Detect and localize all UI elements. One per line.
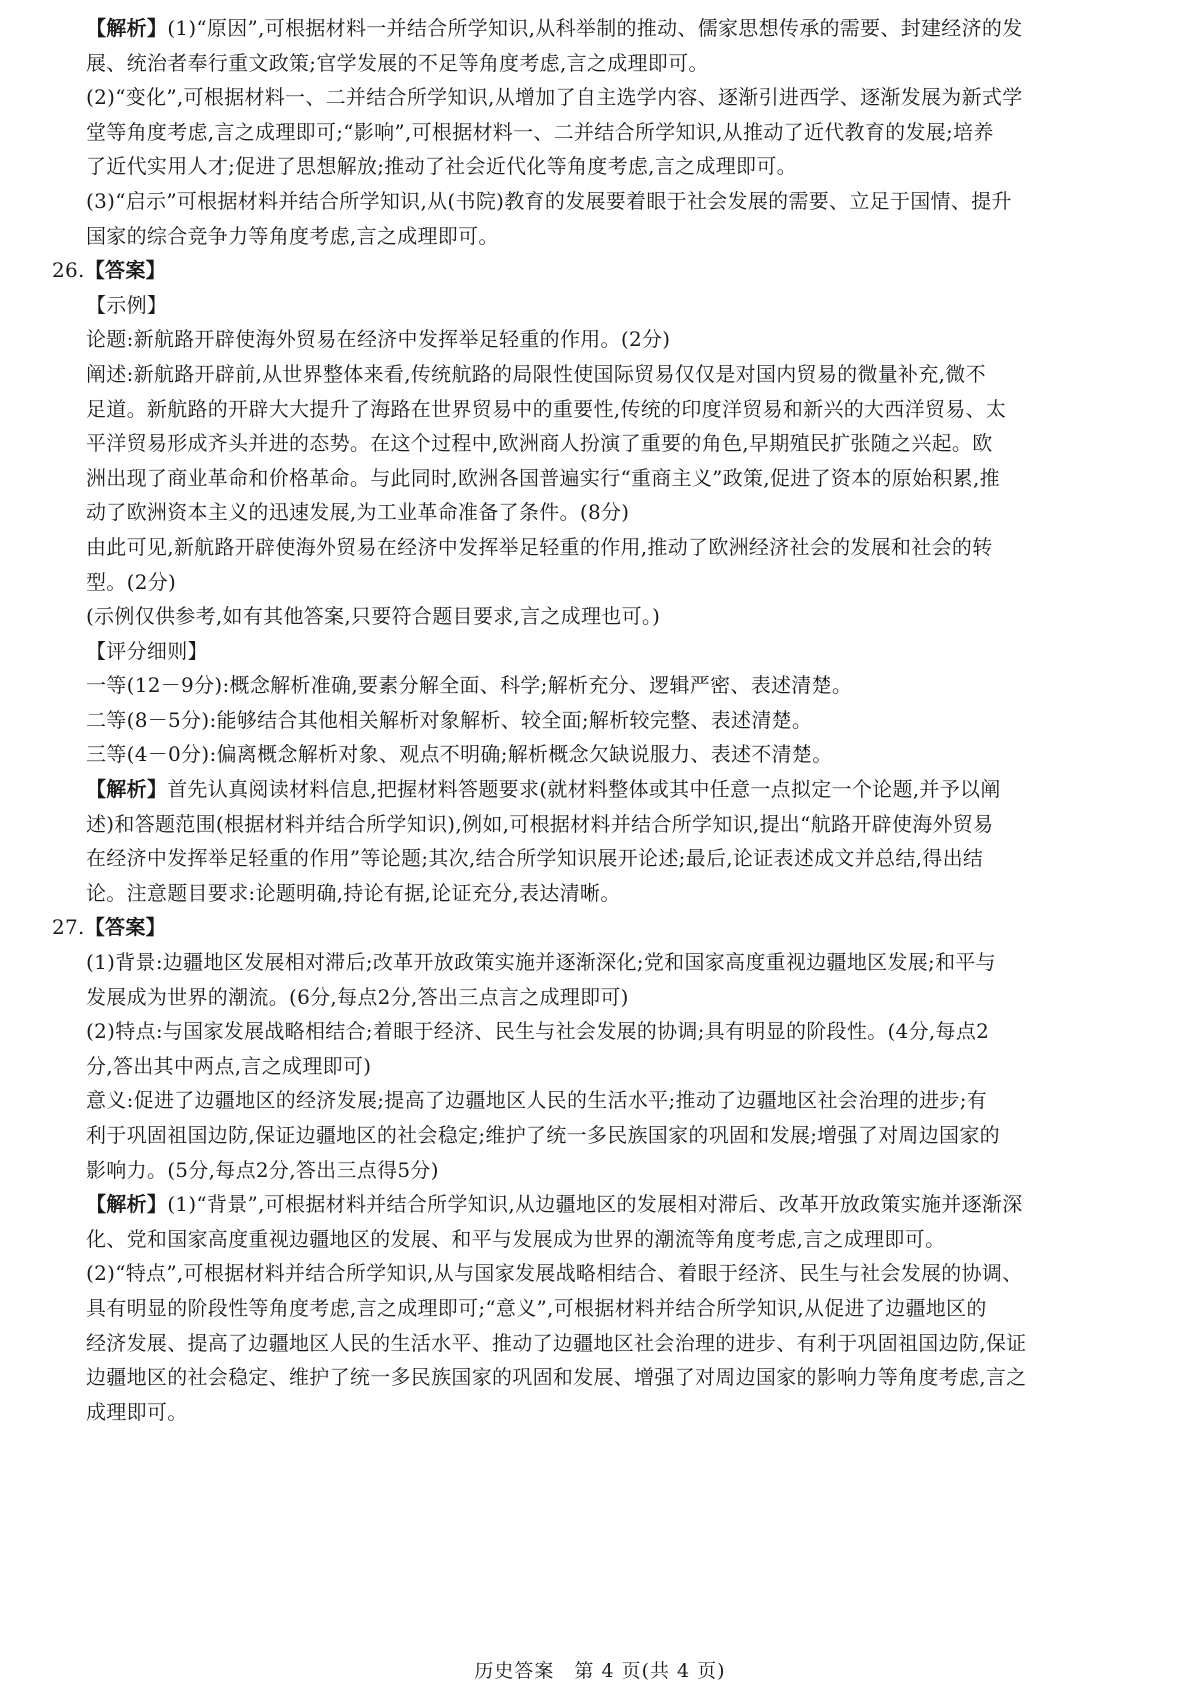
line-text: 发展成为世界的潮流。(6分,每点2分,答出三点言之成理即可) — [86, 984, 629, 1009]
text-line — [86, 1049, 1162, 1084]
text-line — [86, 357, 1162, 392]
line-text: 边疆地区的社会稳定、维护了统一多民族国家的巩固和发展、增强了对周边国家的影响力等角度考虑,言之 — [86, 1365, 1027, 1390]
text-line — [86, 495, 1162, 530]
text-line — [86, 841, 1162, 876]
line-text: 动了欧洲资本主义的迅速发展,为工业革命准备了条件。(8分) — [86, 500, 630, 525]
text-line — [86, 565, 1162, 600]
text-line — [86, 46, 1162, 81]
text-line — [86, 945, 1162, 980]
line-text: 一等(12－9分):概念解析准确,要素分解全面、科学;解析充分、逻辑严密、表述清楚。 — [86, 673, 853, 698]
text-line — [86, 426, 1162, 461]
text-line — [86, 876, 1162, 911]
text-line — [86, 149, 1162, 184]
line-text: (1)“背景”,可根据材料并结合所学知识,从边疆地区的发展相对滞后、改革开放政策实施并逐渐深 — [167, 1192, 1023, 1217]
line-text: 展、统治者奉行重文政策;官学发展的不足等角度考虑,言之成理即可。 — [86, 50, 709, 75]
text-line — [86, 392, 1162, 427]
line-text: 国家的综合竞争力等角度考虑,言之成理即可。 — [86, 223, 499, 248]
text-line — [86, 80, 1162, 115]
text-line — [52, 253, 1162, 288]
line-text: (2)“特点”,可根据材料并结合所学知识,从与国家发展战略相结合、着眼于经济、民生与社会发展的协调、 — [86, 1261, 1023, 1286]
text-line — [86, 634, 1162, 669]
line-text: 足道。新航路的开辟大大提升了海路在世界贸易中的重要性,传统的印度洋贸易和新兴的大西洋贸易、太 — [86, 396, 1007, 421]
line-text: 由此可见,新航路开辟使海外贸易在经济中发挥举足轻重的作用,推动了欧洲经济社会的发展和社会的转 — [86, 534, 993, 559]
line-text: 型。(2分) — [86, 569, 177, 594]
line-text: 【评分细则】 — [86, 638, 208, 663]
line-text: 利于巩固祖国边防,保证边疆地区的社会稳定;维护了统一多民族国家的巩固和发展;增强了对周边国家的 — [86, 1123, 1000, 1147]
section-heading: 【答案】 — [84, 915, 166, 940]
line-text: 论题:新航路开辟使海外贸易在经济中发挥举足轻重的作用。(2分) — [86, 327, 671, 352]
line-text: (示例仅供参考,如有其他答案,只要符合题目要求,言之成理也可。) — [86, 604, 661, 629]
text-line — [86, 1360, 1162, 1395]
line-text: (1)“原因”,可根据材料一并结合所学知识,从科举制的推动、儒家思想传承的需要、封建经济的发 — [167, 16, 1023, 40]
line-text: 【示例】 — [86, 292, 168, 317]
line-text: 堂等角度考虑,言之成理即可;“影响”,可根据材料一、二并结合所学知识,从推动了近代教育的发展;培养 — [86, 119, 994, 144]
text-line — [86, 461, 1162, 496]
line-text: 意义:促进了边疆地区的经济发展;提高了边疆地区人民的生活水平;推动了边疆地区社会治理的进步;有 — [86, 1088, 988, 1113]
text-line — [86, 807, 1162, 842]
text-line — [86, 288, 1162, 323]
text-line — [86, 11, 1162, 46]
section-heading: 【解析】 — [86, 16, 168, 40]
line-text: 首先认真阅读材料信息,把握材料答题要求(就材料整体或其中任意一点拟定一个论题,并予以阐 — [167, 777, 1001, 802]
text-line — [86, 599, 1162, 634]
line-text: 经济发展、提高了边疆地区人民的生活水平、推动了边疆地区社会治理的进步、有利于巩固祖国边防,保证 — [86, 1330, 1027, 1355]
text-line — [86, 115, 1162, 150]
text-line — [86, 772, 1162, 807]
text-line — [86, 530, 1162, 565]
line-text: (3)“启示”可根据材料并结合所学知识,从(书院)教育的发展要着眼于社会发展的需要、立足于国情、提升 — [86, 188, 1012, 213]
line-text: 成理即可。 — [86, 1399, 188, 1424]
text-line — [86, 737, 1162, 772]
text-line — [86, 219, 1162, 254]
text-line — [86, 322, 1162, 357]
line-text: 化、党和国家高度重视边疆地区的发展、和平与发展成为世界的潮流等角度考虑,言之成理即可。 — [86, 1226, 946, 1251]
text-line — [86, 1083, 1162, 1118]
page-footer: 历史答案 第 4 页(共 4 页) — [474, 1660, 726, 1682]
text-line — [86, 1222, 1162, 1257]
text-line — [52, 910, 1162, 945]
text-line — [86, 703, 1162, 738]
line-text: 了近代实用人才;促进了思想解放;推动了社会近代化等角度考虑,言之成理即可。 — [86, 154, 797, 179]
text-line — [86, 1118, 1162, 1153]
answer-text-body — [52, 11, 1162, 1429]
line-text: 在经济中发挥举足轻重的作用”等论题;其次,结合所学知识展开论述;最后,论证表述成文并总结,得出结 — [86, 846, 984, 871]
question-number: 27. — [52, 915, 85, 940]
text-line — [86, 1187, 1162, 1222]
line-text: (2)“变化”,可根据材料一、二并结合所学知识,从增加了自主选学内容、逐渐引进西学、逐渐发展为新式学 — [86, 85, 1023, 110]
line-text: 影响力。(5分,每点2分,答出三点得5分) — [86, 1157, 439, 1182]
text-line — [86, 980, 1162, 1015]
section-heading: 【答案】 — [84, 258, 166, 283]
text-line — [86, 1153, 1162, 1188]
text-line — [86, 668, 1162, 703]
text-line — [86, 1395, 1162, 1430]
line-text: 二等(8－5分):能够结合其他相关解析对象解析、较全面;解析较完整、表述清楚。 — [86, 707, 813, 732]
line-text: (1)背景:边疆地区发展相对滞后;改革开放政策实施并逐渐深化;党和国家高度重视边疆地区发展;和平与 — [86, 950, 996, 975]
line-text: 具有明显的阶段性等角度考虑,言之成理即可;“意义”,可根据材料并结合所学知识,从促进了边疆地区的 — [86, 1295, 987, 1320]
text-line — [86, 1014, 1162, 1049]
question-number: 26. — [52, 258, 85, 283]
line-text: 阐述:新航路开辟前,从世界整体来看,传统航路的局限性使国际贸易仅仅是对国内贸易的微量补充,微不 — [86, 361, 986, 386]
text-line — [86, 1256, 1162, 1291]
line-text: 述)和答题范围(根据材料并结合所学知识),例如,可根据材料并结合所学知识,提出“航路开辟使海外贸易 — [86, 811, 994, 836]
text-line — [86, 184, 1162, 219]
text-line — [86, 1326, 1162, 1361]
line-text: (2)特点:与国家发展战略相结合;着眼于经济、民生与社会发展的协调;具有明显的阶段性。(4分,每点2 — [86, 1019, 990, 1044]
section-heading: 【解析】 — [86, 777, 168, 802]
line-text: 平洋贸易形成齐头并进的态势。在这个过程中,欧洲商人扮演了重要的角色,早期殖民扩张随之兴起。欧 — [86, 431, 993, 456]
line-text: 论。注意题目要求:论题明确,持论有据,论证充分,表达清晰。 — [86, 880, 621, 905]
line-text: 洲出现了商业革命和价格革命。与此同时,欧洲各国普遍实行“重商主义”政策,促进了资本的原始积累,推 — [86, 465, 1000, 490]
line-text: 分,答出其中两点,言之成理即可) — [86, 1053, 372, 1078]
section-heading: 【解析】 — [86, 1192, 168, 1217]
text-line — [86, 1291, 1162, 1326]
line-text: 三等(4－0分):偏离概念解析对象、观点不明确;解析概念欠缺说服力、表述不清楚。 — [86, 742, 833, 767]
